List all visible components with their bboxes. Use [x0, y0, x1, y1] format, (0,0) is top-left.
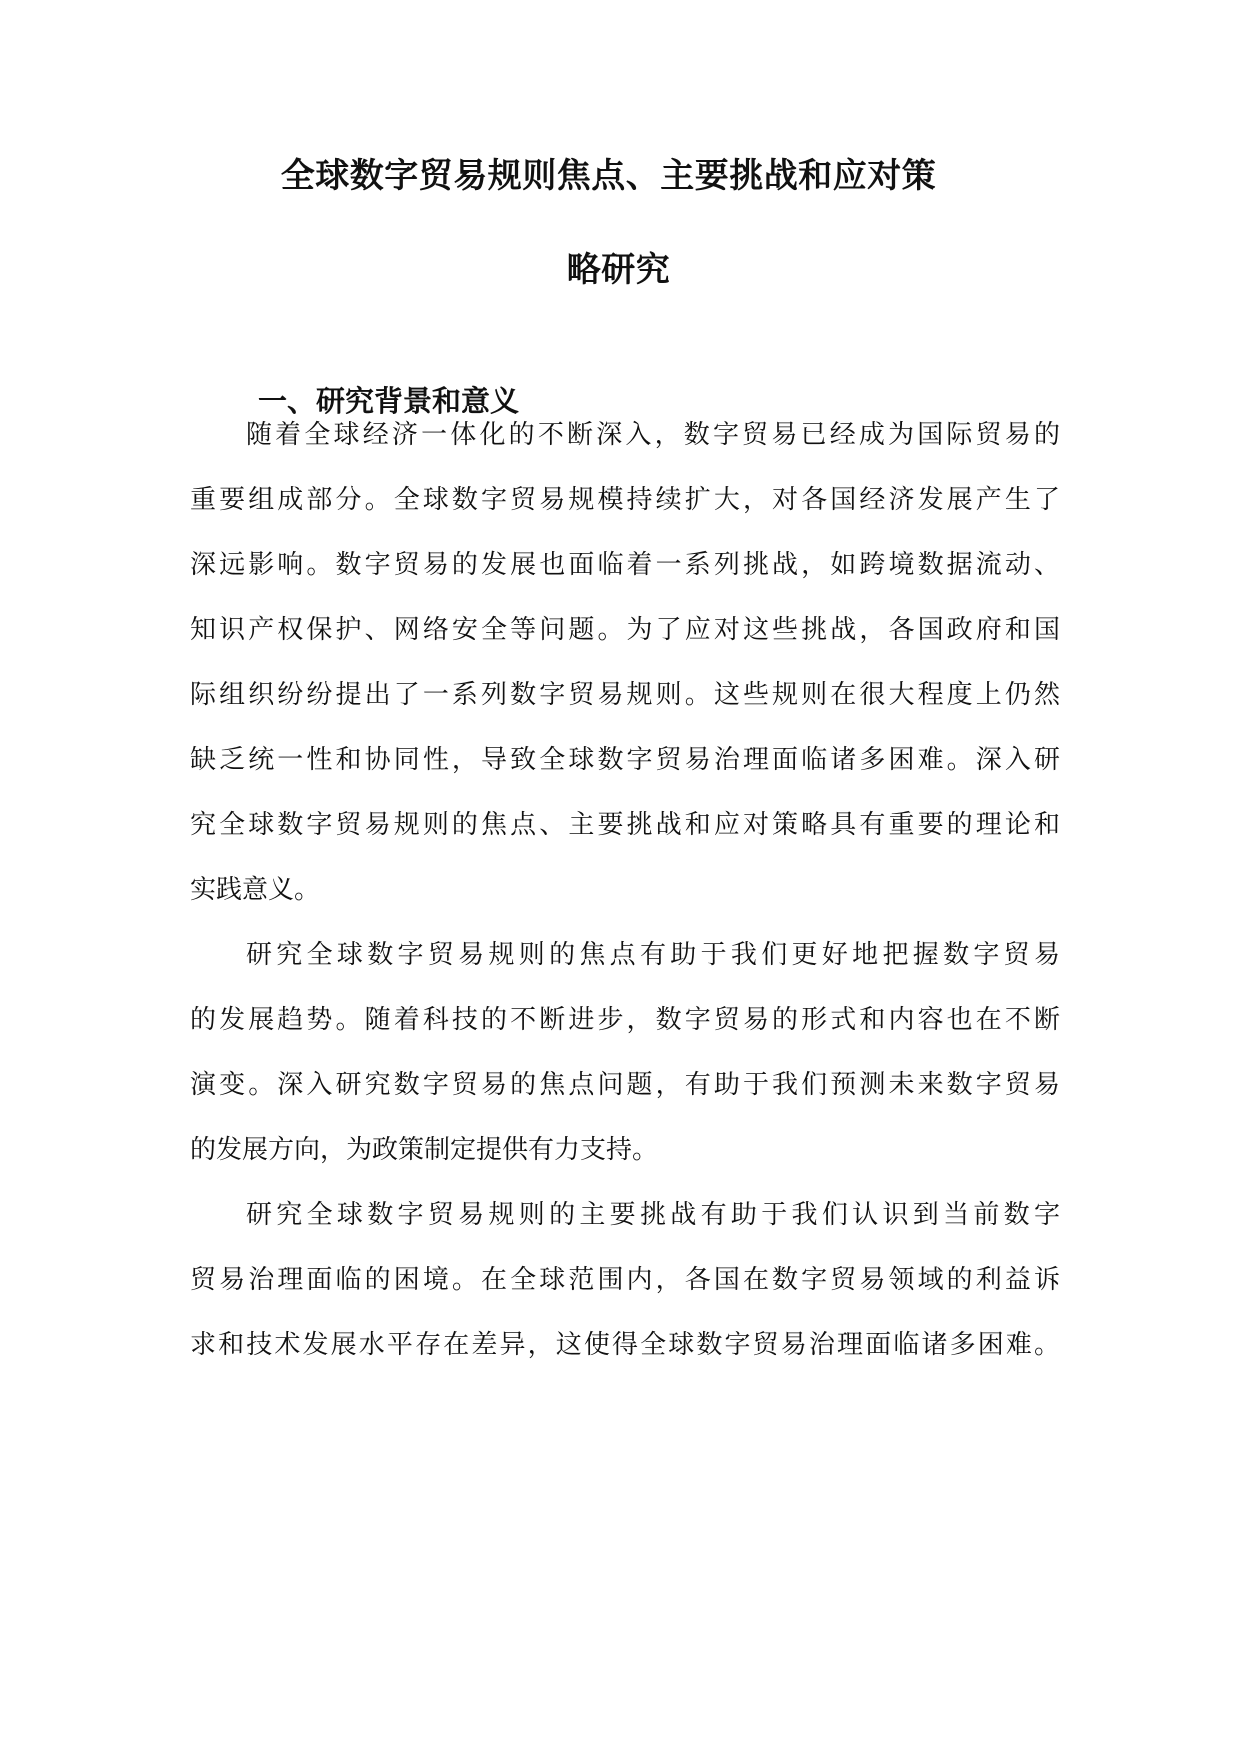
paragraph-1-line-3: 深远影响。数字贸易的发展也面临着一系列挑战，如跨境数据流动、 [190, 550, 1060, 580]
paragraph-2-line-2: 的发展趋势。随着科技的不断进步，数字贸易的形式和内容也在不断 [190, 1005, 1060, 1035]
paragraph-1-line-6: 缺乏统一性和协同性，导致全球数字贸易治理面临诸多困难。深入研 [190, 745, 1060, 775]
paragraph-1-line-4: 知识产权保护、网络安全等问题。为了应对这些挑战，各国政府和国 [190, 615, 1060, 645]
document-title-line-1: 全球数字贸易规则焦点、主要挑战和应对策 [280, 156, 937, 196]
paragraph-1-line-1: 随着全球经济一体化的不断深入，数字贸易已经成为国际贸易的 [246, 420, 1060, 450]
paragraph-2-line-4: 的发展方向，为政策制定提供有力支持。 [190, 1135, 659, 1165]
paragraph-3-line-3: 求和技术发展水平存在差异，这使得全球数字贸易治理面临诸多困难。 [190, 1330, 1060, 1360]
document-title-line-2: 略研究 [566, 250, 671, 290]
paragraph-2-line-3: 演变。深入研究数字贸易的焦点问题，有助于我们预测未来数字贸易 [190, 1070, 1060, 1100]
paragraph-3-line-1: 研究全球数字贸易规则的主要挑战有助于我们认识到当前数字 [246, 1200, 1060, 1230]
paragraph-1-line-2: 重要组成部分。全球数字贸易规模持续扩大，对各国经济发展产生了 [190, 485, 1060, 515]
paragraph-1-line-7: 究全球数字贸易规则的焦点、主要挑战和应对策略具有重要的理论和 [190, 810, 1060, 840]
paragraph-1-line-8: 实践意义。 [190, 875, 321, 905]
section-heading: 一、研究背景和意义 [258, 384, 520, 418]
paragraph-3-line-2: 贸易治理面临的困境。在全球范围内，各国在数字贸易领域的利益诉 [190, 1265, 1060, 1295]
paragraph-2-line-1: 研究全球数字贸易规则的焦点有助于我们更好地把握数字贸易 [246, 940, 1060, 970]
paragraph-1-line-5: 际组织纷纷提出了一系列数字贸易规则。这些规则在很大程度上仍然 [190, 680, 1060, 710]
